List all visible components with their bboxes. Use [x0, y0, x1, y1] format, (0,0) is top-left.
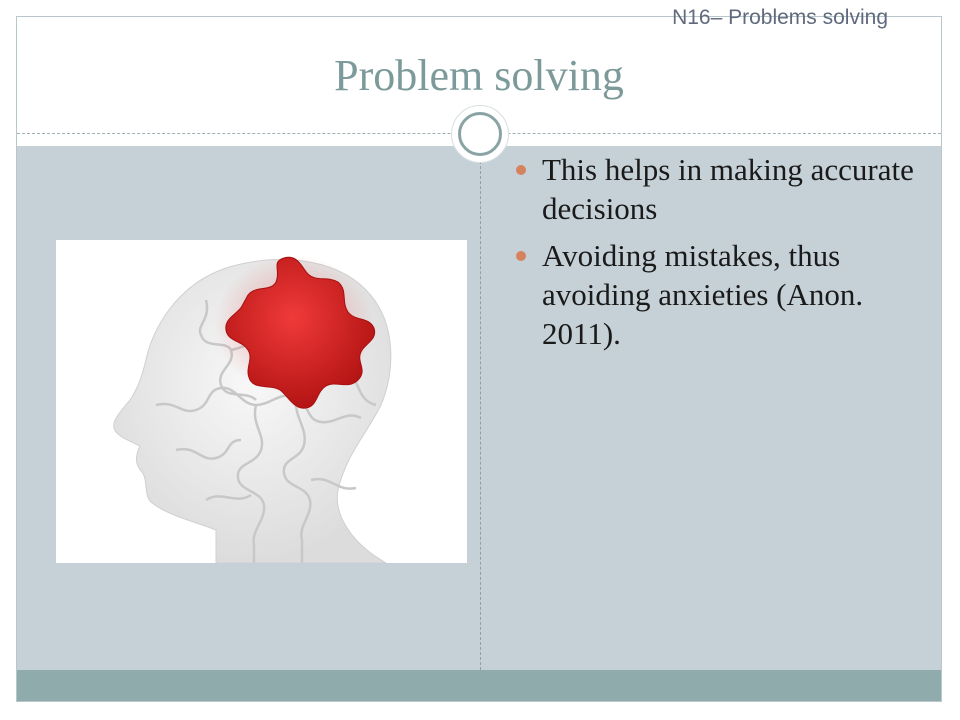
bullet-text: Avoiding mistakes, thus avoiding anxieties (Anon. 2011). — [542, 238, 864, 351]
circle-ornament — [451, 105, 509, 163]
bullet-item — [512, 236, 922, 353]
ring-icon — [458, 112, 502, 156]
bullet-list — [512, 150, 922, 361]
bullet-dot-icon — [516, 251, 526, 261]
slide-title: Problem solving — [334, 51, 624, 100]
column-divider — [480, 146, 481, 670]
head-puzzle-image — [56, 240, 467, 563]
footer-band — [17, 670, 941, 701]
bullet-text: This helps in making accurate decisions — [542, 152, 914, 226]
header-label: N16– Problems solving — [672, 6, 888, 29]
bullet-dot-icon — [516, 165, 526, 175]
bullet-item — [512, 150, 922, 228]
head-puzzle-icon — [56, 240, 467, 563]
